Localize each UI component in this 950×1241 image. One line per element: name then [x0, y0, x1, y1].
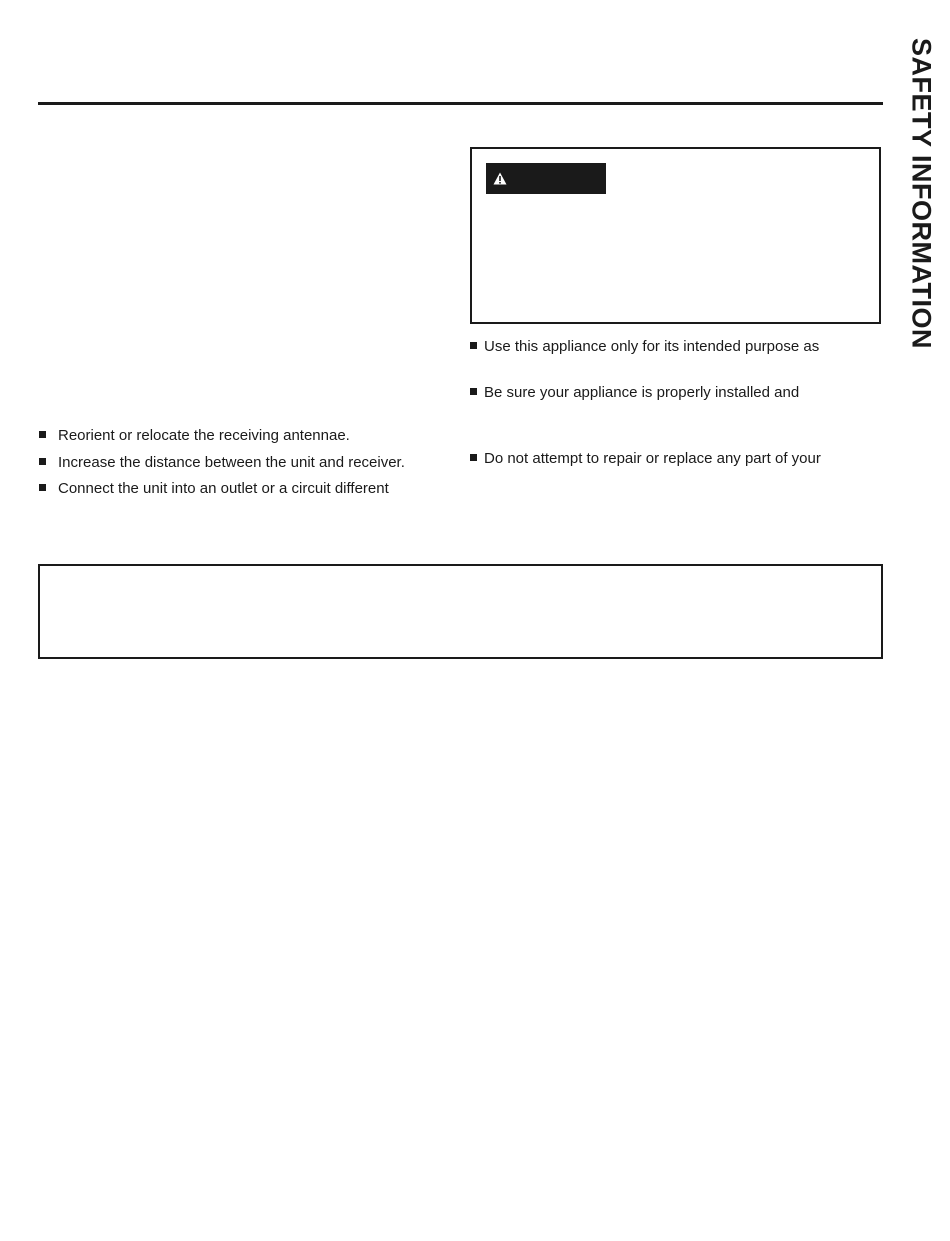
- list-item-text: Use this appliance only for its intended purpose as: [484, 338, 820, 355]
- bullet-square-icon: [39, 431, 46, 438]
- header-rule: [38, 102, 883, 105]
- bullet-square-icon: [470, 342, 477, 349]
- warning-box: [470, 147, 881, 324]
- notice-box: [38, 564, 883, 659]
- bullet-square-icon: [39, 484, 46, 491]
- list-item: [470, 338, 819, 356]
- list-item-text: Reorient or relocate the receiving antennae.: [58, 427, 350, 444]
- list-item: [470, 384, 799, 402]
- list-item-text: Do not attempt to repair or replace any part of your: [484, 450, 821, 467]
- list-item: [39, 454, 405, 472]
- bullet-square-icon: [39, 458, 46, 465]
- warning-triangle-icon: [493, 172, 507, 185]
- list-item-text: Connect the unit into an outlet or a circuit different: [58, 480, 389, 497]
- bullet-square-icon: [470, 388, 477, 395]
- list-item: [39, 427, 350, 445]
- list-item-text: Be sure your appliance is properly installed and: [484, 384, 800, 401]
- warning-badge: [486, 163, 606, 194]
- list-item: [470, 450, 821, 468]
- bullet-square-icon: [470, 454, 477, 461]
- section-tab: [903, 38, 939, 403]
- list-item-text: Increase the distance between the unit and receiver.: [58, 454, 405, 471]
- left-bullet-list: [39, 427, 449, 507]
- list-item: [39, 480, 389, 498]
- right-bullet-list: [470, 338, 881, 478]
- section-tab-label: SAFETY INFORMATION: [906, 38, 937, 349]
